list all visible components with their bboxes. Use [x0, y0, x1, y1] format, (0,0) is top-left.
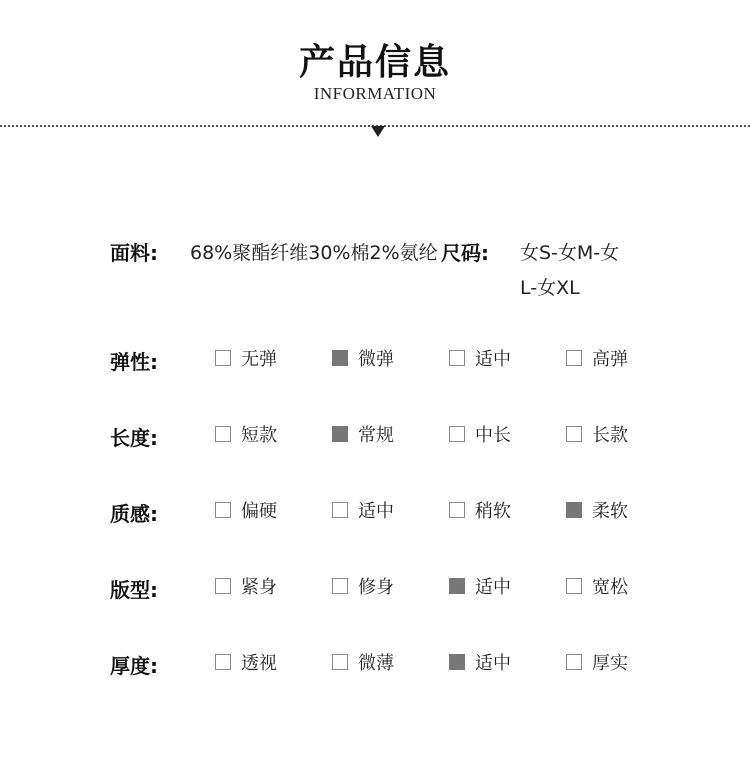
- checkbox: [332, 654, 348, 670]
- checkbox: [215, 578, 231, 594]
- option-label: 柔软: [592, 501, 628, 522]
- checkbox: [332, 426, 348, 442]
- attr-label: 长度:: [110, 426, 158, 450]
- option-2-2: [449, 498, 511, 522]
- option-4-3: [566, 650, 628, 674]
- option-label: 适中: [475, 577, 511, 598]
- checkbox: [332, 350, 348, 366]
- option-label: 偏硬: [241, 501, 277, 522]
- option-3-0: [215, 574, 277, 598]
- page-subtitle: INFORMATION: [313, 84, 437, 103]
- option-3-3: [566, 574, 628, 598]
- option-label: 无弹: [241, 349, 277, 370]
- option-label: 紧身: [241, 577, 277, 598]
- option-4-1: [332, 650, 394, 674]
- option-label: 适中: [475, 653, 511, 674]
- option-label: 宽松: [592, 577, 628, 598]
- checkbox: [332, 502, 348, 518]
- checkbox: [566, 502, 582, 518]
- option-1-0: [215, 422, 277, 446]
- page-title: 产品信息: [298, 42, 451, 83]
- checkbox: [566, 426, 582, 442]
- option-label: 高弹: [592, 349, 628, 370]
- option-label: 长款: [592, 425, 628, 446]
- checkbox: [215, 426, 231, 442]
- checkbox: [215, 350, 231, 366]
- option-2-3: [566, 498, 628, 522]
- checkbox: [215, 502, 231, 518]
- checkbox: [449, 502, 465, 518]
- option-label: 短款: [241, 425, 277, 446]
- fabric-label: 面料:: [110, 241, 158, 265]
- option-label: 常规: [358, 425, 394, 446]
- checkbox: [566, 654, 582, 670]
- option-label: 稍软: [475, 501, 511, 522]
- option-2-1: [332, 498, 394, 522]
- attr-label: 厚度:: [110, 654, 158, 678]
- checkbox: [332, 578, 348, 594]
- option-1-2: [449, 422, 511, 446]
- checkbox: [566, 350, 582, 366]
- option-label: 微弹: [358, 349, 394, 370]
- option-0-2: [449, 346, 511, 370]
- size-value-line1: 女S-女M-女: [520, 242, 620, 264]
- checkbox: [566, 578, 582, 594]
- attr-label: 版型:: [110, 578, 158, 602]
- option-4-2: [449, 650, 511, 674]
- option-label: 适中: [358, 501, 394, 522]
- checkbox: [449, 350, 465, 366]
- attr-label: 弹性:: [110, 350, 158, 374]
- option-2-0: [215, 498, 277, 522]
- size-value-line2: L-女XL: [520, 277, 580, 299]
- option-3-1: [332, 574, 394, 598]
- checkbox: [449, 578, 465, 594]
- option-0-1: [332, 346, 394, 370]
- attr-label: 质感:: [110, 502, 158, 526]
- option-label: 微薄: [358, 653, 394, 674]
- option-label: 透视: [241, 653, 277, 674]
- option-4-0: [215, 650, 277, 674]
- option-label: 修身: [358, 577, 394, 598]
- checkbox: [215, 654, 231, 670]
- option-0-0: [215, 346, 277, 370]
- size-label: 尺码:: [441, 241, 489, 265]
- option-label: 适中: [475, 349, 511, 370]
- option-label: 中长: [475, 425, 511, 446]
- fabric-value: 68%聚酯纤维30%棉2%氨纶: [190, 242, 438, 264]
- option-3-2: [449, 574, 511, 598]
- option-1-1: [332, 422, 394, 446]
- triangle-down-icon: [371, 126, 385, 137]
- option-label: 厚实: [592, 653, 628, 674]
- option-0-3: [566, 346, 628, 370]
- checkbox: [449, 654, 465, 670]
- option-1-3: [566, 422, 628, 446]
- checkbox: [449, 426, 465, 442]
